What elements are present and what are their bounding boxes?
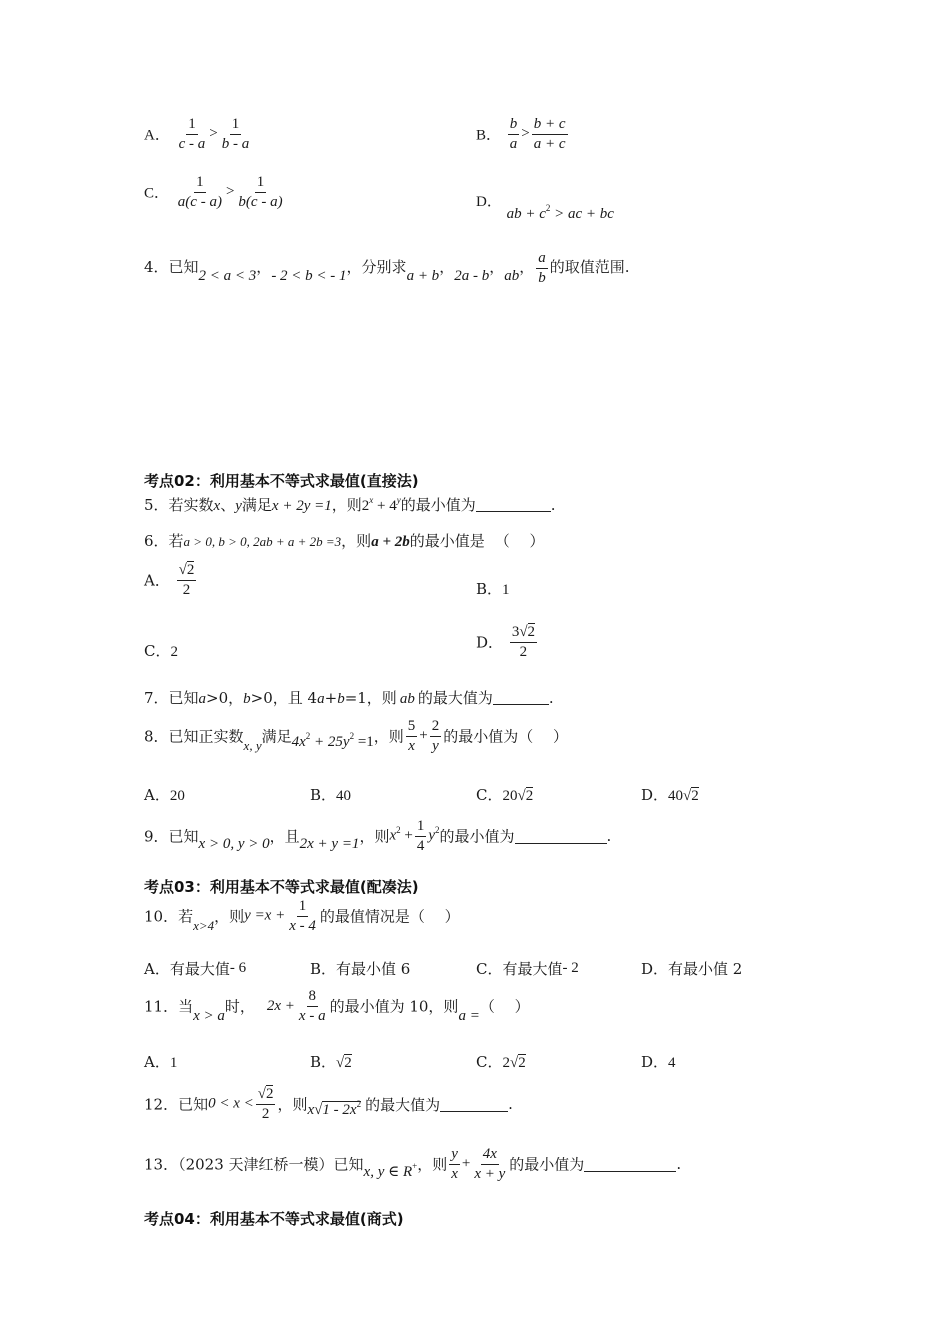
variable: a	[198, 691, 207, 707]
text: 的最小值为	[509, 1155, 585, 1174]
separator: ，	[489, 258, 505, 276]
option-label: A．	[144, 127, 170, 144]
fraction	[256, 1086, 276, 1122]
denominator: 2	[261, 1105, 270, 1122]
fraction	[177, 116, 208, 152]
option-label: D．	[641, 960, 669, 978]
denominator: a + c	[533, 135, 566, 152]
question-number: 9．已知	[144, 827, 199, 846]
denominator: x + y	[474, 1165, 506, 1182]
text: .	[508, 1095, 513, 1113]
question-7	[144, 687, 554, 708]
q11-option-a	[144, 1051, 177, 1072]
question-4	[144, 250, 630, 286]
question-8	[144, 718, 568, 754]
expr-part: =1	[354, 734, 374, 750]
denominator: x - a	[298, 1007, 326, 1024]
text: ，则	[331, 496, 362, 514]
radicand: 2	[186, 562, 195, 578]
superscript: 2	[305, 731, 311, 741]
denominator: c - a	[178, 135, 206, 152]
text: 满足	[261, 727, 292, 746]
coefficient: 3	[511, 624, 520, 640]
expr-part: > ac + bc	[550, 206, 614, 222]
text: 的最小值为	[439, 827, 515, 846]
text: 的最大值为	[365, 1095, 441, 1114]
text: ，则	[359, 827, 390, 846]
numerator: 4x	[481, 1146, 499, 1165]
condition: x > a	[193, 1008, 225, 1024]
question-11	[144, 988, 530, 1024]
denominator: x	[451, 1165, 458, 1182]
variable: x	[307, 1102, 315, 1118]
condition: 2 < a < 3	[198, 268, 257, 284]
denominator: b(c - a)	[238, 193, 283, 210]
expr-part: + 25y	[310, 734, 350, 750]
fraction	[472, 1146, 507, 1182]
q6-option-c	[144, 640, 178, 661]
expression: a =	[458, 1008, 480, 1024]
condition: 0 < x <	[208, 1095, 254, 1112]
option-label: C．	[144, 185, 170, 202]
variable: b	[337, 691, 345, 707]
question-13	[144, 1146, 681, 1182]
fraction	[508, 116, 520, 152]
q8-option-b	[310, 784, 351, 805]
question-number: 6．若	[144, 532, 184, 550]
answer-blank[interactable]	[440, 1096, 508, 1112]
separator: 、	[220, 496, 236, 514]
numerator: 1	[230, 116, 242, 135]
sqrt-icon: √	[683, 788, 692, 804]
text: 满足	[241, 496, 272, 514]
option-label: B．	[476, 127, 502, 144]
variable: b	[243, 691, 251, 707]
q3-option-b	[476, 116, 570, 152]
expression: 2a - b	[454, 268, 490, 284]
q11-option-b	[310, 1051, 352, 1072]
text: ，分别求	[346, 258, 407, 276]
numerator: 1	[297, 898, 309, 917]
question-number: 12．已知	[144, 1095, 209, 1114]
text: +	[324, 689, 338, 707]
radicand: 2	[525, 788, 534, 804]
text: ，且	[269, 827, 300, 846]
section-heading-02: 考点02：利用基本不等式求最值(直接法)	[144, 472, 419, 490]
superscript: y	[396, 495, 401, 505]
text: >0，	[206, 689, 244, 707]
fraction	[415, 818, 427, 854]
question-10	[144, 898, 460, 934]
radicand: 2	[527, 624, 536, 640]
q10-option-c	[476, 958, 579, 979]
question-5	[144, 494, 556, 515]
sqrt-icon: √	[336, 1055, 345, 1071]
fraction	[297, 988, 328, 1024]
q8-option-c	[476, 784, 533, 805]
question-12	[144, 1086, 513, 1122]
numerator: b	[508, 116, 520, 135]
fraction	[536, 250, 548, 286]
numerator: 1	[194, 174, 206, 193]
sqrt-icon: √	[314, 1102, 323, 1118]
condition	[291, 731, 374, 750]
answer-blank[interactable]	[515, 828, 607, 844]
expression: ab	[399, 691, 415, 707]
numerator: 2	[430, 718, 442, 737]
option-label: A．	[144, 571, 170, 590]
expression: a + 2b	[371, 534, 410, 550]
section-heading-04: 考点04：利用基本不等式求最值(商式)	[144, 1210, 404, 1228]
radicand: 2	[265, 1086, 274, 1102]
text: 的最小值为 10，则	[329, 997, 459, 1016]
expression	[307, 1099, 362, 1118]
fraction	[510, 624, 537, 660]
fraction	[430, 718, 442, 754]
fraction	[406, 718, 418, 754]
operator: >	[225, 183, 235, 200]
numerator: y	[449, 1146, 460, 1165]
option-label: D．	[476, 633, 504, 652]
section-heading-03: 考点03：利用基本不等式求最值(配凑法)	[144, 878, 419, 896]
question-number: 11．当	[144, 997, 194, 1016]
denominator: 4	[416, 837, 425, 854]
numerator: 1	[186, 116, 198, 135]
text: 的最小值是	[409, 532, 485, 550]
fraction	[176, 174, 224, 210]
expr-part: + 4	[373, 498, 397, 514]
q3-option-c	[144, 174, 287, 210]
fraction	[177, 562, 197, 598]
expression: 2x +	[266, 997, 295, 1014]
numerator: 8	[307, 988, 319, 1007]
superscript: 2	[349, 731, 355, 741]
text: ，则	[214, 907, 245, 926]
expression: a + b	[406, 268, 440, 284]
variable: x	[213, 498, 221, 514]
sqrt-icon: √	[178, 562, 187, 578]
numerator: 5	[406, 718, 418, 737]
text: .	[676, 1155, 682, 1173]
text: 时，	[224, 997, 255, 1016]
condition-text: x, y ∈ R	[363, 1164, 413, 1180]
q3-option-d	[476, 190, 614, 222]
radicand: 2	[518, 1055, 526, 1071]
operator: +	[461, 1155, 471, 1172]
option-label: A．	[144, 786, 170, 804]
option-label: C．	[144, 642, 171, 660]
numerator: 1	[415, 818, 427, 837]
sqrt-icon: √	[257, 1086, 266, 1102]
fraction	[449, 1146, 460, 1182]
text: 的最小值为	[400, 496, 476, 514]
option-label: A．	[144, 960, 170, 978]
text: ，则	[373, 727, 404, 746]
option-value: 有最小值 6	[336, 960, 411, 978]
denominator: x	[408, 737, 415, 754]
option-value: 有最小值 2	[668, 960, 743, 978]
superscript: 2	[356, 1099, 362, 1109]
condition	[363, 1161, 418, 1180]
numerator: 1	[255, 174, 267, 193]
condition: 2x + y =1	[299, 836, 360, 852]
text: .	[550, 496, 556, 514]
text: .	[548, 689, 554, 707]
text: .	[606, 827, 612, 845]
q3-option-a	[144, 116, 253, 152]
option-label: D．	[476, 194, 502, 210]
option-value: 2	[170, 644, 178, 660]
coefficient: 40	[668, 788, 684, 804]
option-number: - 2	[562, 960, 579, 976]
coefficient: 2	[502, 1055, 510, 1071]
sqrt-icon: √	[517, 788, 526, 804]
math-expression	[506, 203, 614, 222]
option-label: C．	[476, 960, 503, 978]
option-label: C．	[476, 1053, 503, 1071]
text: 的最值情况是（ ）	[319, 907, 460, 926]
separator: ，	[256, 258, 272, 276]
operator: +	[400, 827, 413, 844]
expression: ab	[504, 268, 520, 284]
variable: y	[428, 827, 436, 844]
q10-option-a	[144, 958, 246, 979]
expr-part: 4x	[291, 734, 306, 750]
option-label: D．	[641, 786, 669, 804]
superscript: 2	[545, 203, 551, 213]
answer-parentheses: （ ）	[479, 997, 530, 1016]
operator: +	[419, 727, 428, 744]
denominator: a	[509, 135, 518, 152]
text: 的取值范围.	[549, 258, 630, 276]
text: 的最小值为（ ）	[443, 727, 569, 746]
text: >0，且 4	[250, 689, 318, 707]
option-label: D．	[641, 1053, 669, 1071]
denominator: 2	[519, 643, 528, 660]
option-label: A．	[144, 1053, 170, 1071]
superscript: +	[412, 1161, 418, 1171]
variable: y	[235, 498, 242, 514]
question-number: 8．已知正实数	[144, 727, 244, 746]
coefficient: 20	[502, 788, 518, 804]
fraction	[220, 116, 252, 152]
text: ，则	[277, 1095, 308, 1114]
question-number: 7．已知	[144, 689, 199, 707]
fraction	[287, 898, 318, 934]
q8-option-d	[641, 784, 699, 805]
question-9	[144, 818, 611, 854]
option-value: 40	[336, 788, 352, 804]
option-value: 1	[502, 582, 510, 598]
variable: x	[389, 827, 397, 844]
q8-option-a	[144, 784, 185, 805]
option-label: C．	[476, 786, 503, 804]
fraction	[532, 116, 568, 152]
answer-blank[interactable]	[493, 689, 549, 705]
question-6	[144, 530, 545, 551]
answer-parentheses: （ ）	[494, 532, 545, 550]
superscript: 2	[396, 825, 401, 835]
question-number: 10．若	[144, 907, 194, 926]
variables: x, y	[243, 738, 262, 753]
option-label: B．	[476, 580, 503, 598]
q6-option-a	[144, 562, 198, 598]
denominator: b	[538, 269, 546, 286]
option-value: 1	[169, 1055, 178, 1071]
radicand: 1 - 2x	[322, 1102, 357, 1118]
q6-option-b	[476, 578, 510, 599]
expr-part: 2	[361, 498, 370, 514]
fraction	[236, 174, 284, 210]
option-label: B．	[310, 960, 337, 978]
q10-option-d	[641, 958, 742, 979]
answer-blank[interactable]	[476, 496, 551, 512]
q11-option-d	[641, 1051, 676, 1072]
option-label: B．	[310, 786, 337, 804]
option-label: B．	[310, 1053, 337, 1071]
numerator: b + c	[532, 116, 568, 135]
option-value: 4	[668, 1055, 676, 1071]
expr-part: ab + c	[506, 206, 546, 222]
option-value: 有最大值	[169, 960, 230, 978]
condition: a > 0, b > 0, 2ab + a + 2b =3	[183, 534, 342, 549]
condition: x > 0, y > 0	[198, 836, 270, 852]
condition: x>4	[193, 918, 215, 933]
separator: ，	[439, 258, 455, 276]
condition: - 2 < b < - 1	[271, 268, 347, 284]
denominator: y	[432, 737, 439, 754]
separator: ，	[519, 258, 535, 276]
q6-option-d	[476, 624, 539, 660]
question-number: 13．（2023 天津红桥一模）已知	[144, 1155, 364, 1174]
radicand: 2	[691, 788, 699, 804]
denominator: x - 4	[289, 917, 316, 934]
operator: >	[209, 125, 218, 142]
option-value: 20	[169, 788, 185, 804]
text: =1，则	[344, 689, 397, 707]
superscript: x	[369, 495, 374, 505]
numerator: a	[536, 250, 548, 269]
superscript: 2	[435, 825, 440, 835]
text: ，则	[341, 532, 372, 550]
operator: >	[521, 125, 530, 142]
text: ，则	[417, 1155, 448, 1174]
radicand: 2	[344, 1055, 352, 1071]
q10-option-b	[310, 958, 410, 979]
option-value: 有最大值	[502, 960, 563, 978]
option-number: - 6	[229, 960, 247, 976]
text: 的最大值为	[417, 689, 493, 707]
denominator: 2	[182, 581, 191, 598]
denominator: b - a	[221, 135, 250, 152]
answer-blank[interactable]	[584, 1156, 676, 1172]
variable: a	[317, 691, 325, 707]
sqrt-icon: √	[519, 624, 528, 640]
q11-option-c	[476, 1051, 526, 1072]
question-number: 4．已知	[144, 258, 199, 276]
sqrt-icon: √	[509, 1055, 519, 1071]
condition: x + 2y =1	[271, 498, 332, 514]
question-number: 5．若实数	[144, 496, 214, 514]
expression: y =x +	[244, 907, 286, 924]
denominator: a(c - a)	[177, 193, 222, 210]
